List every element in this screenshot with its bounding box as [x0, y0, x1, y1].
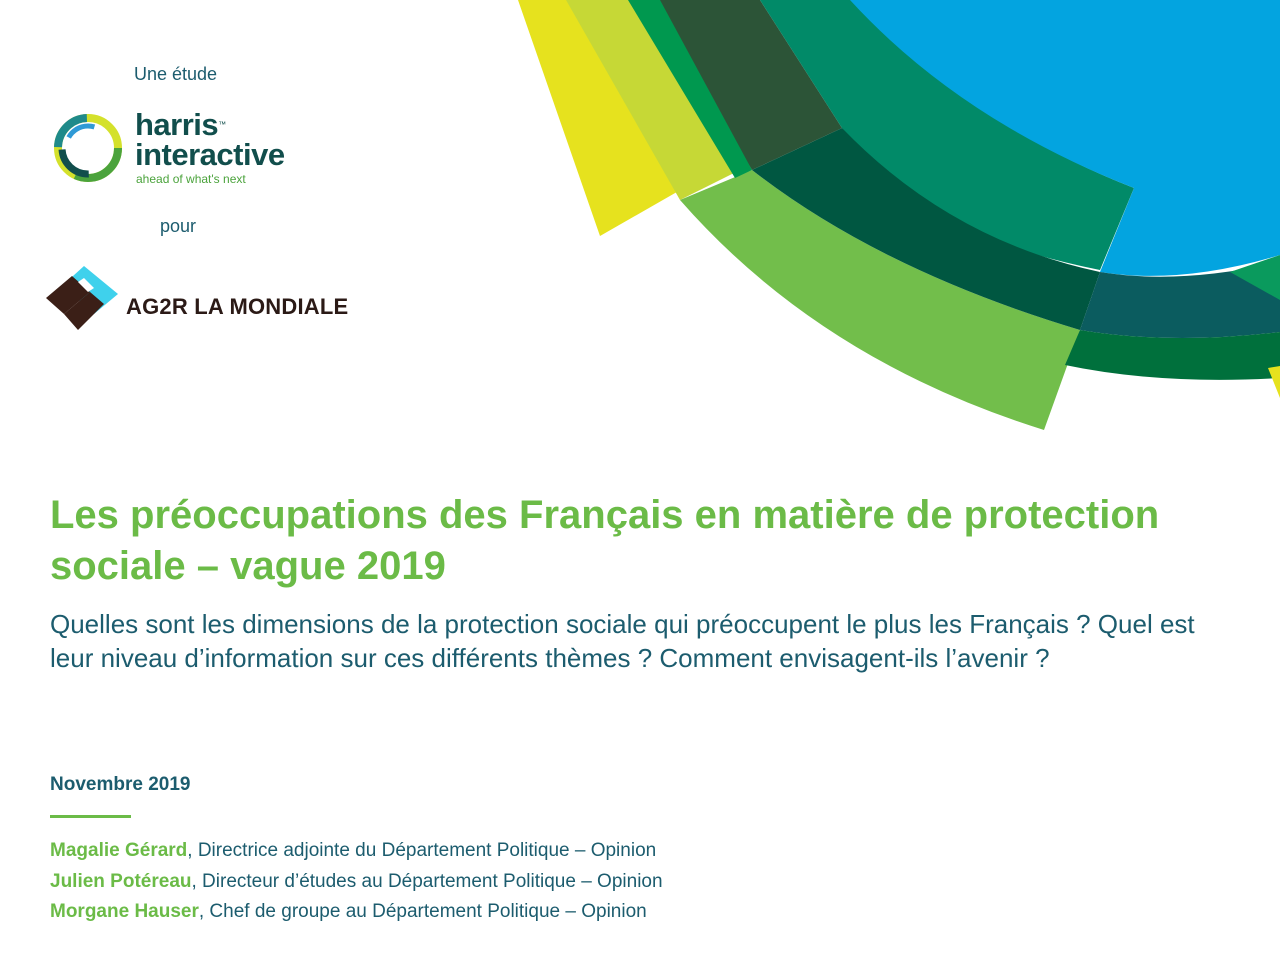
- intro-label: Une étude: [134, 64, 218, 84]
- harris-name-line2: interactive: [135, 137, 285, 172]
- report-title: Les préoccupations des Français en matière de protection sociale – vague 2019: [50, 493, 1160, 588]
- author-name: Morgane Hauser: [50, 901, 199, 922]
- authors-list: [50, 836, 663, 928]
- author-role: , Chef de groupe au Département Politique – Opinion: [198, 901, 647, 922]
- ag2r-wordmark: AG2R LA MONDIALE: [126, 294, 349, 319]
- author-item: [50, 867, 663, 898]
- report-date: Novembre 2019: [50, 774, 191, 795]
- author-item: [50, 897, 663, 928]
- author-role: , Directeur d’études au Département Politique – Opinion: [191, 870, 663, 892]
- harris-interactive-wordmark: [135, 107, 285, 172]
- author-item: [50, 836, 663, 867]
- harris-name-line1: harris: [135, 107, 219, 142]
- connector-label: pour: [160, 216, 197, 236]
- harris-trademark: ™: [218, 120, 226, 129]
- divider: [50, 815, 131, 818]
- harris-interactive-logo-icon: [50, 110, 130, 190]
- report-subtitle: Quelles sont les dimensions de la protection sociale qui préoccupent le plus les Français ? Quel est leur niveau d’information sur ces différents thèmes ? Comment envisagent-ils l’avenir ?: [50, 609, 1195, 673]
- author-role: , Directrice adjointe du Département Politique – Opinion: [187, 840, 657, 861]
- author-name: Magalie Gérard: [50, 840, 188, 861]
- author-name: Julien Potéreau: [50, 870, 192, 892]
- harris-tagline: ahead of what's next: [136, 172, 246, 186]
- right-yellow-arc: [1268, 366, 1280, 398]
- ag2r-la-mondiale-logo-icon: [44, 264, 120, 336]
